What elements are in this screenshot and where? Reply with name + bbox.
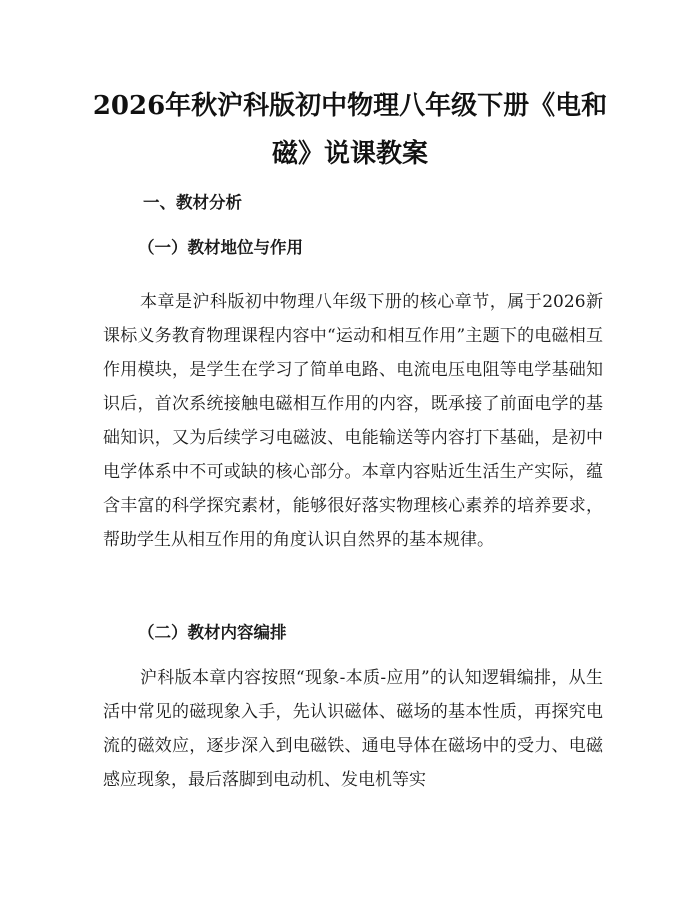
document-title: 2026年秋沪科版初中物理八年级下册《电和磁》说课教案 xyxy=(92,91,608,169)
subsection-heading-status-and-role: （一）教材地位与作用 xyxy=(138,238,303,257)
paragraph-status-and-role: 本章是沪科版初中物理八年级下册的核心章节，属于2026新课标义务教育物理课程内容中“运动和相互作用”主题下的电磁相互作用模块，是学生在学习了简单电路、电流电压电阻等电学基础知识后，首次系统接触电磁相互作用的内容，既承接了前面电学的基础知识，又为后续学习电磁波、电能输送等内容打下基础，是初中电学体系中不可或缺的核心部分。本章内容贴近生活生产实际，蕴含丰富的科学探究素材，能够很好落实物理核心素养的培养要求，帮助学生从相互作用的角度认识自然界的基本规律。 xyxy=(103,292,603,550)
section-heading-textbook-analysis: 一、教材分析 xyxy=(143,193,242,212)
subsection-heading-content-arrangement: （二）教材内容编排 xyxy=(138,623,287,642)
paragraph-content-arrangement: 沪科版本章内容按照“现象-本质-应用”的认知逻辑编排，从生活中常见的磁现象入手，先认识磁体、磁场的基本性质，再探究电流的磁效应，逐步深入到电磁铁、通电导体在磁场中的受力、电磁感应现象，最后落脚到电动机、发电机等实 xyxy=(103,668,603,790)
